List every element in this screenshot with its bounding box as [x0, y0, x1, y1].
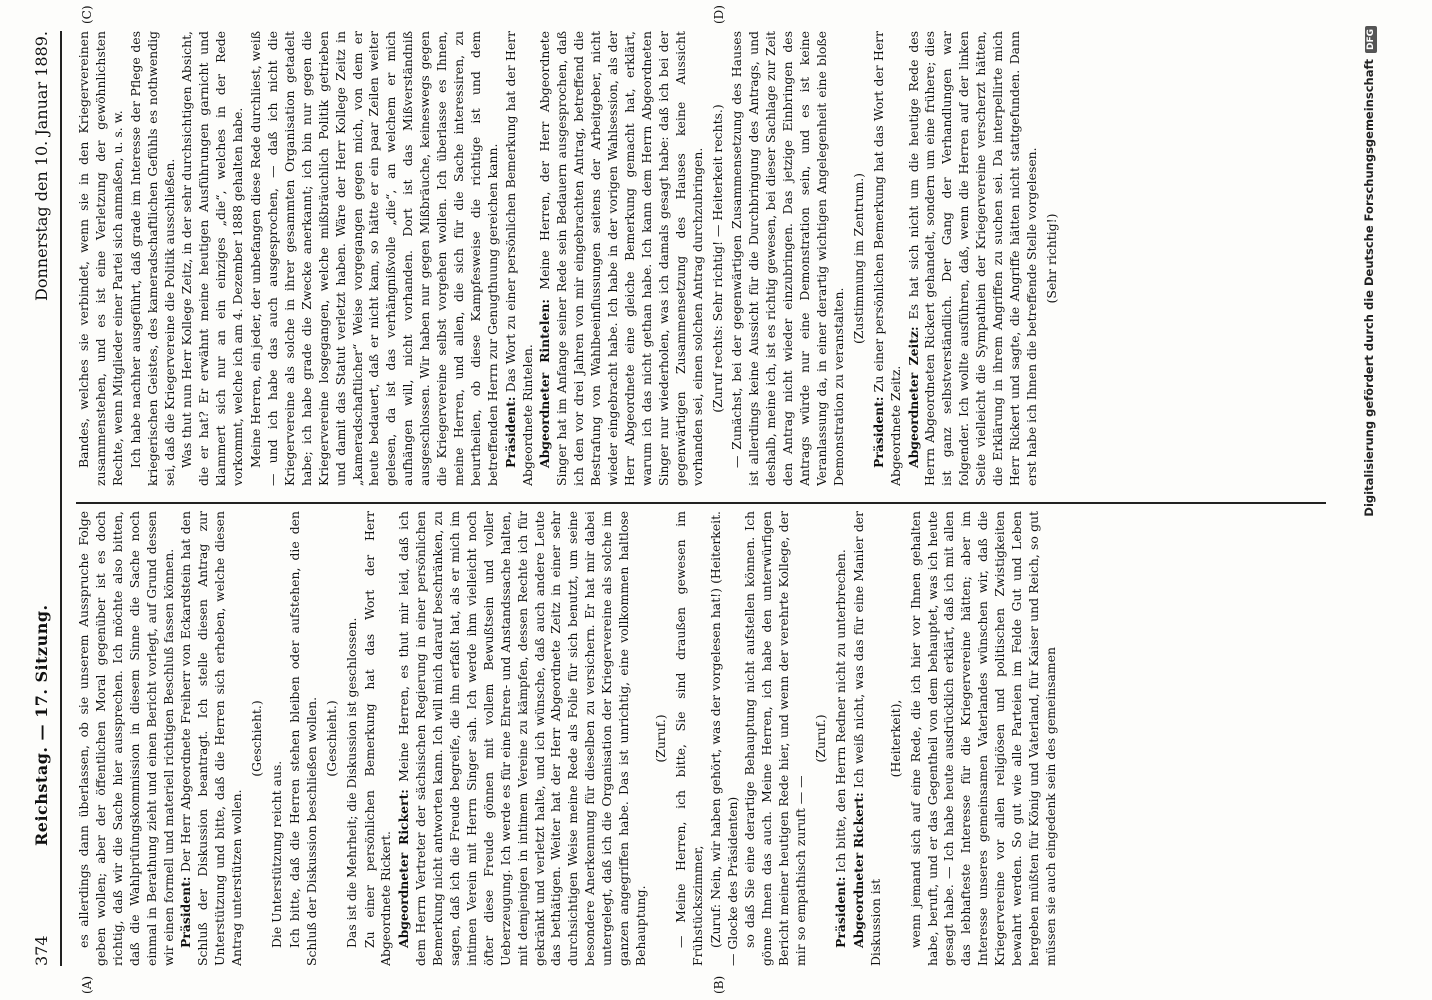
digitization-credit: [1362, 26, 1377, 966]
paragraph-text: (Zuruf.): [813, 714, 829, 763]
paragraph-text: Zu einer persönlichen Bemerkung hat das Wort der Herr Abgeordnete Zeitz.: [870, 31, 903, 486]
page-number: 374: [32, 935, 51, 966]
paragraph-text: (Zuruf rechts: Sehr richtig! — Heiterkeit rechts.): [709, 104, 725, 413]
paragraph: [729, 31, 847, 486]
paragraph-text: Ich habe nachher ausgeführt, daß grade im Interesse der Pflege des kriegerischen Geistes, des kameradschaftlichen Gefühls es nothwendig sei, daß die Kriegervereine die Politik ausschließen.: [127, 31, 177, 486]
stage-direction: [813, 511, 830, 966]
paragraph-text: Meine Herren, der Herr Abgeordnete Singer hat im Anfange seiner Rede sein Bedauern ausgesprochen, daß ich den vor drei Jahren von mir eingebrachten Antrag, betreffend die Bestrafung von Wahlbeeinflussungen seitens der Arbeitgeber, nicht wieder eingebracht habe. Ich habe in der vorigen Wahlsession, als der Herr Abgeordnete eine gleiche Bemerkung gemacht hat, erklärt, warum ich das nicht gethan habe. Ich kann dem Herrn Abgeordneten Singer nur wiederholen, was ich damals gesagt habe: daß ich bei der gegenwärtigen Zusammensetzung des Hauses keine Aussicht vorhanden sei, einen solchen Antrag durchzubringen.: [537, 31, 705, 486]
paragraph-text: Bandes, welches sie verbindet, wenn sie in den Kriegervereinen zusammenstehen, und es ist eine Verletzung der gewöhnlichsten Rechte, wenn Mitglieder einer Partei sich anmaßen, u. s. w.: [76, 31, 125, 486]
credit-text: Digitalisierung gefördert durch die Deutsche Forschungsgemeinschaft: [1362, 59, 1376, 517]
paragraph-text: — Zunächst, bei der gegenwärtigen Zusammensetzung des Hauses ist allerdings keine Aussicht für die Durchbringung des Antrags, und deshalb, meine ich, ist es richtig gewesen, bei dieser Sachlage zur Zeit den Antrag nicht wieder einzubringen. Das jetzige Einbringen des Antrags würde nur eine Demonstration sein, und es ist keine Veranlassung da, in einer derartig wichtigen Angelegenheit eine bloße Demonstration zu veranstalten.: [729, 31, 846, 486]
speaker-label: Abgeordneter Zeitz:: [905, 326, 921, 468]
paragraph: [344, 511, 361, 966]
paragraph-text: (Geschieht.): [249, 700, 265, 777]
paragraph: [871, 31, 905, 486]
margin-marker-b: (B): [712, 975, 726, 994]
paragraph: [179, 31, 247, 486]
paragraph: [248, 31, 502, 486]
margin-marker-c: (C): [80, 5, 94, 24]
paragraph-text: Ich bitte, daß die Herren stehen bleiben oder aufstehen, die den Schluß der Diskussion beschließen wollen.: [286, 511, 319, 966]
stage-direction: [249, 511, 266, 966]
paragraph-text: (Zuruf: Nein, wir haben gehört, was der vorgelesen hat!) (Heiterkeit. — Glocke des Präsidenten): [707, 511, 740, 966]
speaker-label: Präsident:: [178, 876, 194, 948]
right-column: [76, 31, 1341, 486]
paragraph-text: so daß Sie eine derartige Behauptung nicht aufstellen können. Ich gönne Ihnen das auch. Meine Herren, ich habe den unterwürfigen Bericht meiner heutigen Rede hier, und wenn der verehrte Kollege, der mir so empathisch zuruft — —: [742, 511, 809, 966]
session-title: Reichstag. — 17. Sitzung.: [32, 604, 51, 846]
paragraph-text: Ich weiß nicht, was das für eine Manier der Diskussion ist: [850, 511, 883, 966]
speaker-label: Abgeordneter Rickert:: [850, 792, 866, 948]
paragraph: [708, 511, 742, 966]
paragraph: [673, 511, 707, 966]
paragraph: [906, 31, 1041, 486]
speaker-label: Präsident:: [832, 876, 848, 948]
margin-marker-a: (A): [80, 975, 94, 994]
paragraph: [851, 511, 885, 966]
paragraph: [742, 511, 810, 966]
paragraph: [537, 31, 706, 486]
paragraph-text: Zu einer persönlichen Bemerkung hat das Wort der Herr Abgeordnete Rickert.: [361, 511, 394, 966]
stage-direction: [710, 31, 727, 486]
session-date: Donnerstag den 10. Januar 1889.: [32, 31, 51, 301]
paragraph-text: Was thut nun Herr Kollege Zeitz, in der sehr durchsichtigen Absicht, die er hat? Er erwähnt meine heutigen Ausführungen garnicht und klammert sich nur an ein einziges „die“, welches in der Rede vorkommt, welche ich am 4. Dezember 1888 gehalten habe.: [179, 31, 246, 486]
dfg-badge: DFG: [1365, 26, 1377, 53]
paragraph-text: (Geschieht.): [323, 700, 339, 777]
speaker-label: Abgeordneter Rickert:: [396, 789, 412, 948]
margin-marker-d: (D): [712, 5, 726, 24]
stage-direction: [653, 511, 670, 966]
paragraph: [503, 31, 537, 486]
paragraph: [833, 511, 850, 966]
paragraph-text: (Zustimmung im Zentrum.): [850, 172, 866, 345]
speaker-label: Präsident:: [870, 396, 886, 468]
paragraph-text: — Meine Herren, ich bitte, Sie sind draußen gewesen im Frühstückszimmer,: [672, 511, 705, 966]
paragraph-text: Es hat sich nicht um die heutige Rede des Herrn Abgeordneten Rickert gehandelt, sondern um eine frühere; dies ist ganz selbstverständlich. Der Gang der Verhandlungen war folgender. Ich wollte ausführen, daß, wenn die Herren auf der linken Seite vielleicht die Sympathien der Kriegervereine verscherzt hätten, die Erklärung in ihrem Angriffen zu suchen sei. Da interpellirte mich Herr Rickert und sagte, die Angriffe hätten nicht stattgefunden. Dann erst habe ich Ihnen die betreffende Stelle vorgelesen.: [905, 31, 1039, 486]
paragraph-text: es allerdings dann überlassen, ob sie unserem Ausspruche Folge geben wollen; aber der öffentlichen Moral gegenüber ist es doch richtig, daß wir die Sache hier aussprechen. Ich möchte also bitten, daß die Wahlprüfungskommission in diesem Sinne die Sache noch einmal in Berathung zieht und einen Bericht vorlegt, auf Grund dessen wir einen formell und materiell richtigen Beschluß fassen können.: [76, 511, 176, 966]
header-rule: [60, 31, 62, 966]
paragraph-text: (Zuruf.): [652, 714, 668, 763]
paragraph-text: Die Unterstützung reicht aus.: [268, 760, 284, 948]
paragraph-text: Das Wort zu einer persönlichen Bemerkung hat der Herr Abgeordnete Rintelen.: [502, 31, 535, 486]
stage-direction: [888, 511, 905, 966]
paragraph: [76, 31, 127, 486]
paragraph: [269, 511, 286, 966]
paragraph: [76, 511, 177, 966]
paragraph-text: Meine Herren, es thut mir leid, daß ich dem Herrn Vertreter der sächsischen Regierung in einer persönlichen Bemerkung nicht antworten kann. Ich will mich darauf beschränken, zu sagen, daß ich die Freude begreife, die ihn erfaßt hat, als er mich im intimen Verein mit Herrn Singer sah. Ich werde ihm vielleicht noch öfter diese Freude gönnen mit vollem Bewußtsein und voller Ueberzeugung. Ich werde es für eine Ehren- und Anstandssache halten, mit demjenigen in intimem Vereine zu kämpfen, dessen Rechte ich für gekränkt und verletzt halte, und ich wünsche, daß auch andere Leute das bethätigen. Weiter hat der Herr Abgeordnete Zeitz in einer sehr durchsichtigen Weise meine Rede als Folie für sich benutzt, um seine besondere Anerkennung für dieselben zu versichern. Er hat mir dabei untergelegt, daß ich die Organisation der Kriegervereine als solche im ganzen angegriffen habe. Das ist unrichtig, eine vollkommen haltlose Behauptung.: [396, 511, 648, 966]
paragraph-text: Das ist die Mehrheit; die Diskussion ist geschlossen.: [343, 617, 359, 948]
paragraph-text: wenn jemand sich auf eine Rede, die ich hier vor Ihnen gehalten habe, beruft, und er das Gegentheil von dem behauptet, was ich heute gesagt habe. — Ich habe heute ausdrücklich erklärt, daß ich mit allen das lebhafteste Interesse für die Kriegervereine hätten; aber im Interesse unseres gemeinsamen Vaterlandes wünschen wir, daß die Kriegervereine vor allen religiösen und politischen Zwistigkeiten bewahrt werden. So gut wie alle Parteien im Felde Gut und Leben hergeben müßten für König und Vaterland, für Kaiser und Reich, so gut müssen sie auch eingedenk sein des gemeinsamen: [907, 511, 1058, 966]
paragraph-text: Meine Herren, ein jeder, der unbefangen diese Rede durchliest, weiß — und ich habe das auch ausgesprochen, — daß ich nicht die Kriegervereine als solche in ihrer gesammten Organisation getadelt habe; ich habe grade die Zwecke anerkannt; ich bin nur gegen die Kriegervereine losgegangen, welche mißbräuchlich Politik getrieben und damit das Statut verletzt haben. Wäre der Herr Kollege Zeitz in „kameradschaftlicher“ Weise vorgegangen gegen mich, von dem er heute bedauert, daß er nicht kam, so hätte er ein paar Zeilen weiter gelesen, da ist das verhängnißvolle „die“, an welchem er mich aufhängen will, nicht vorhanden. Dort ist das Mißverständniß ausgeschlossen. Wir haben nur gegen Mißbräuche, keineswegs gegen die Kriegervereine selbst vorgehen wollen. Ich überlasse es Ihnen, meine Herren, und allen, die sich für die Sache interessiren, zu beurtheilen, ob diese Kampfesweise die richtige ist und dem betreffenden Herrn zur Genugthuung gereichen kann.: [248, 31, 500, 486]
stage-direction: [1044, 31, 1061, 486]
paragraph-text: Ich bitte, den Herrn Redner nicht zu unterbrechen.: [832, 549, 848, 877]
paragraph: [908, 511, 1060, 966]
left-column: [76, 511, 1341, 966]
stage-direction: [851, 31, 868, 486]
column-rule: [76, 502, 1326, 504]
paragraph-text: (Heiterkeit),: [887, 699, 903, 778]
speaker-label: Präsident:: [502, 396, 518, 468]
paragraph: [396, 511, 650, 966]
paragraph: [128, 31, 179, 486]
paragraph-text: (Sehr richtig!): [1043, 213, 1059, 304]
speaker-label: Abgeordneter Rintelen:: [537, 299, 553, 468]
paragraph: [178, 511, 246, 966]
stage-direction: [324, 511, 341, 966]
paragraph: [362, 511, 396, 966]
paragraph: [287, 511, 321, 966]
paragraph-text: Der Herr Abgeordnete Freiherr von Eckardstein hat den Schluß der Diskussion beantragt. Ich stelle diesen Antrag zur Unterstützung und bitte, daß die Herren sich erheben, welche diesen Antrag unterstützen wollen.: [178, 511, 245, 966]
page-header: [30, 31, 58, 966]
